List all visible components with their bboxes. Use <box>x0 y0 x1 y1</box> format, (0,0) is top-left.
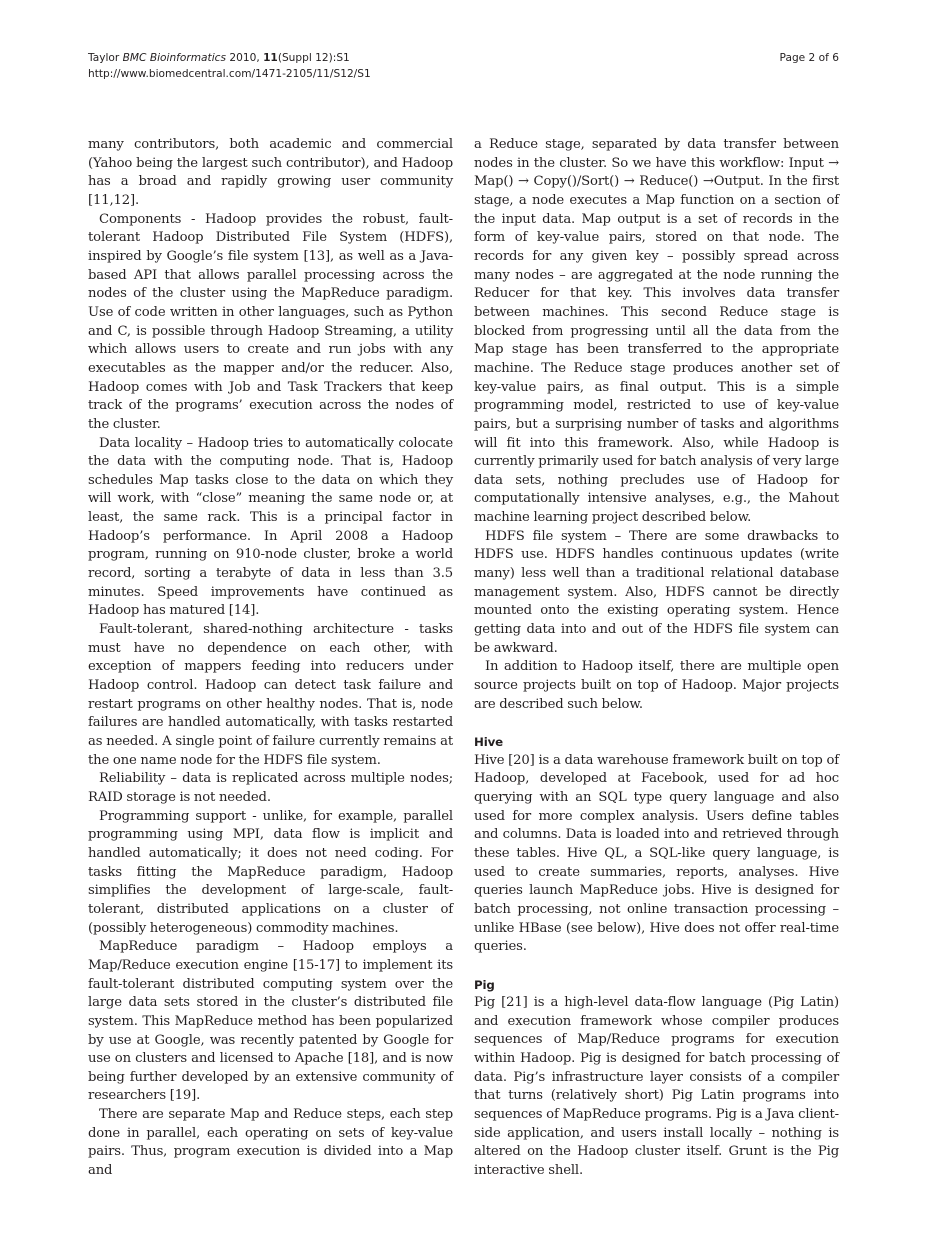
citation-block <box>88 50 371 82</box>
page-number: Page 2 of 6 <box>779 52 839 64</box>
journal-name: BMC Bioinformatics <box>122 52 226 64</box>
left-column <box>88 136 453 1181</box>
year: 2010, <box>229 52 260 64</box>
author: Taylor <box>88 52 120 64</box>
paragraph: Pig [21] is a high-level data-flow language (Pig Latin) and execution framework whose compiler produces sequences of Map/Reduce programs for execution within Hadoop. Pig is designed for batch processing of data. Pig’s infrastructure layer consists of a compiler that turns (relatively short) Pig Latin programs into sequences of MapReduce programs. Pig is a Java client-side application, and users install locally – nothing is altered on the Hadoop cluster itself. Grunt is the Pig interactive shell. <box>474 995 839 1179</box>
paragraph: Data locality – Hadoop tries to automatically colocate the data with the computing node. That is, Hadoop schedules Map tasks close to the data on which they will work, with “close” meaning the same node or, at least, the same rack. This is a principal factor in Hadoop’s performance. In April 2008 a Hadoop program, running on 910-node cluster, broke a world record, sorting a terabyte of data in less than 3.5 minutes. Speed improvements have continued as Hadoop has matured [14]. <box>88 435 453 619</box>
paragraph: Fault-tolerant, shared-nothing architecture - tasks must have no dependence on each other, with exception of mappers feeding into reducers under Hadoop control. Hadoop can detect task failure and restart programs on other healthy nodes. That is, node failures are handled automatically, with tasks restarted as needed. A single point of failure currently remains at the one name node for the HDFS file system. <box>88 622 453 768</box>
issue: (Suppl 12):S1 <box>277 52 350 64</box>
volume: 11 <box>263 52 278 64</box>
citation-line <box>88 50 371 66</box>
section-spacer <box>474 957 839 976</box>
right-column <box>474 136 839 1181</box>
paragraph: Components - Hadoop provides the robust, fault-tolerant Hadoop Distributed File System (HDFS), inspired by Google’s file system [13], as well as a Java-based API that allows parallel processing across the nodes of the cluster using the MapReduce paradigm. Use of code written in other languages, such as Python and C, is possible through Hadoop Streaming, a utility which allows users to create and run jobs with any executables as the mapper and/or the reducer. Also, Hadoop comes with Job and Task Trackers that keep track of the programs’ execution across the nodes of the cluster. <box>88 211 453 432</box>
paragraph: MapReduce paradigm – Hadoop employs a Map/Reduce execution engine [15-17] to implement its fault-tolerant distributed computing system over the large data sets stored in the cluster’s distributed file system. This MapReduce method has been popularized by use at Google, was recently patented by Google for use on clusters and licensed to Apache [18], and is now being further developed by an extensive community of researchers [19]. <box>88 939 453 1104</box>
section-heading-pig: Pig <box>474 977 495 992</box>
paragraph: HDFS file system – There are some drawbacks to HDFS use. HDFS handles continuous updates (write many) less well than a traditional relational database management system. Also, HDFS cannot be directly mounted onto the existing operating system. Hence getting data into and out of the HDFS file system can be awkward. <box>474 528 839 656</box>
article-url[interactable]: http://www.biomedcentral.com/1471-2105/11/S12/S1 <box>88 68 371 80</box>
paragraph: Reliability – data is replicated across multiple nodes; RAID storage is not needed. <box>88 771 453 805</box>
section-heading-hive: Hive <box>474 734 504 749</box>
paragraph: There are separate Map and Reduce steps, each step done in parallel, each operating on sets of key-value pairs. Thus, program execution is divided into a Map and <box>88 1107 453 1179</box>
section-spacer <box>474 714 839 733</box>
paragraph: Programming support - unlike, for example, parallel programming using MPI, data flow is implicit and handled automatically; it does not need coding. For tasks fitting the MapReduce paradigm, Hadoop simplifies the development of large-scale, fault-tolerant, distributed applications on a cluster of (possibly heterogeneous) commodity machines. <box>88 808 453 936</box>
paragraph: many contributors, both academic and commercial (Yahoo being the largest such contributor), and Hadoop has a broad and rapidly growing user community [11,12]. <box>88 137 453 208</box>
paragraph: In addition to Hadoop itself, there are multiple open source projects built on top of Hadoop. Major projects are described such below. <box>474 659 839 712</box>
paragraph: Hive [20] is a data warehouse framework built on top of Hadoop, developed at Facebook, used for ad hoc querying with an SQL type query language and also used for more complex analysis. Users define tables and columns. Data is loaded into and retrieved through these tables. Hive QL, a SQL-like query language, is used to create summaries, reports, analyses. Hive queries launch MapReduce jobs. Hive is designed for batch processing, not online transaction processing – unlike HBase (see below), Hive does not offer real-time queries. <box>474 752 839 955</box>
paragraph: a Reduce stage, separated by data transfer between nodes in the cluster. So we have this workflow: Input → Map() → Copy()/Sort() → Reduce() →Output. In the first stage, a node executes a Map function on a section of the input data. Map output is a set of records in the form of key-value pairs, stored on that node. The records for any given key – possibly spread across many nodes – are aggregated at the node running the Reducer for that key. This involves data transfer between machines. This second Reduce stage is blocked from progressing until all the data from the Map stage has been transferred to the appropriate machine. The Reduce stage produces another set of key-value pairs, as final output. This is a simple programming model, restricted to use of key-value pairs, but a surprising number of tasks and algorithms will fit into this framework. Also, while Hadoop is currently primarily used for batch analysis of very large data sets, nothing precludes use of Hadoop for computationally intensive analyses, e.g., the Mahout machine learning project described below. <box>474 137 839 526</box>
